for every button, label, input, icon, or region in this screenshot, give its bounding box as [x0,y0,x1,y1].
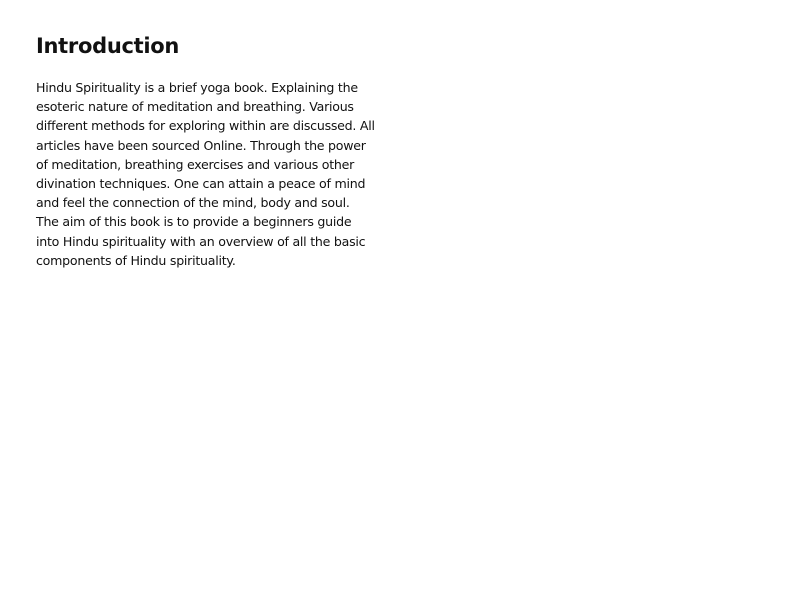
intro-paragraph [36,78,406,270]
paragraph-line: of meditation, breathing exercises and various other [36,156,355,172]
paragraph-line: Hindu Spirituality is a brief yoga book. Explaining the [36,80,358,95]
paragraph-line: The aim of this book is to provide a beginners guide [36,214,352,230]
paragraph-line: articles have been sourced Online. Through the power [36,137,366,153]
paragraph-line: different methods for exploring within are discussed. All [36,118,375,134]
page-title: Introduction [36,34,180,58]
paragraph-line: and feel the connection of the mind, body and soul. [36,195,350,211]
paragraph-line: components of Hindu spirituality. [36,252,236,268]
paragraph-line: divination techniques. One can attain a peace of mind [36,176,366,192]
paragraph-line: esoteric nature of meditation and breathing. Various [36,99,354,115]
paragraph-line: into Hindu spirituality with an overview of all the basic [36,233,366,249]
